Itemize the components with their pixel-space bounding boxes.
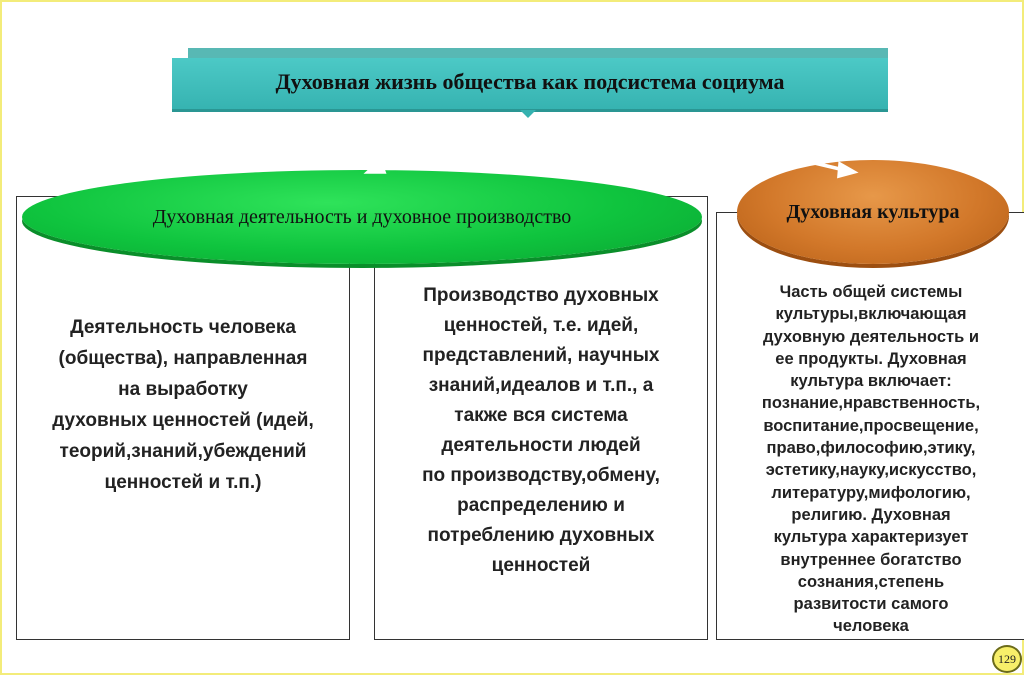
text-line: представлений, научных [422,345,660,366]
text-line: теорий,знаний,убеждений [59,441,307,462]
text-line: Часть общей системы [779,283,963,301]
spiritual-culture-node [737,160,1009,264]
text-line: деятельности людей [441,435,641,456]
spiritual-culture-label: Духовная культура [786,200,960,223]
spiritual-activity-node [22,170,702,264]
text-line: потреблению духовных [427,525,655,546]
text-line: на выработку [118,379,248,400]
text-line: по производству,обмену, [422,465,660,486]
page-title: Духовная жизнь общества как подсистема социума [275,69,785,94]
spiritual-activity-label: Духовная деятельность и духовное производство [152,205,572,228]
text-line: ее продукты. Духовная [775,349,967,368]
text-line: знаний,идеалов и т.п., а [428,375,654,396]
text-line: литературу,мифологию, [771,483,971,502]
text-line: воспитание,просвещение, [763,416,979,435]
page-number-badge: 129 [992,645,1022,673]
text-line: распределению и [457,495,625,516]
text-line: ценностей, т.е. идей, [443,315,639,336]
title-banner [172,58,888,112]
text-line: культура включает: [790,372,952,391]
text-line: духовную деятельность и [763,327,979,346]
text-line: Деятельность человека [70,317,296,338]
text-line: Производство духовных [423,285,659,306]
text-line: культура характеризует [773,528,969,547]
culture-definition-text [726,281,1016,638]
text-line: религию. Духовная [791,505,951,524]
text-line: внутреннее богатство [780,550,962,569]
activity-definition-text [16,312,350,498]
text-line: ценностей [491,555,591,576]
text-line: эстетику,науку,искусство, [765,461,977,480]
text-line: познание,нравственность, [761,394,981,413]
text-line: человека [833,617,909,636]
text-line: право,философию,этику, [766,439,976,458]
text-line: (общества), направленная [58,348,308,369]
production-definition-text [378,281,704,581]
text-line: культуры,включающая [775,305,967,324]
text-line: сознания,степень [797,572,945,591]
text-line: также вся система [454,405,628,426]
text-line: ценностей и т.п.) [104,472,262,493]
text-line: развитости самого [793,595,949,614]
text-line: духовных ценностей (идей, [52,410,314,431]
